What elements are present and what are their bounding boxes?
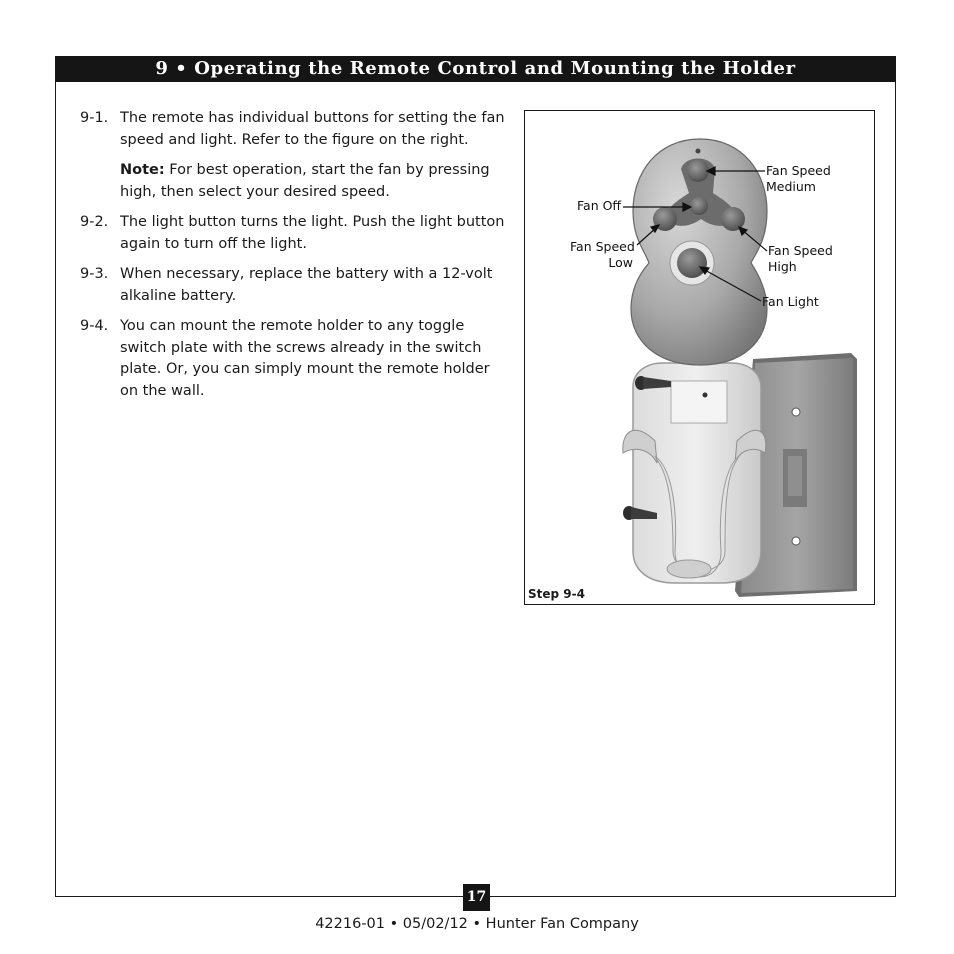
callout-fan-off-label: Fan Off (577, 198, 622, 213)
step-number: 9-4. (80, 318, 109, 334)
callout-fan-speed-high (768, 243, 833, 275)
callout-fan-speed-medium-line1: Fan Speed (766, 163, 831, 178)
figure-remote-holder (524, 110, 875, 605)
remote-holder (623, 363, 766, 583)
step-item (80, 108, 508, 151)
step-item (80, 316, 508, 402)
callout-fan-speed-high-line2: High (768, 259, 797, 274)
remote-control (631, 139, 767, 365)
step-number: 9-3. (80, 266, 109, 282)
step-text: The remote has individual buttons for setting the fan speed and light. Refer to the figure on the right. (120, 110, 505, 148)
callout-fan-speed-low (570, 239, 633, 271)
step-item (80, 212, 508, 255)
step-text: The light button turns the light. Push the light button again to turn off the light. (120, 214, 505, 252)
page-number: 17 (463, 884, 490, 911)
step-number: 9-2. (80, 214, 109, 230)
instruction-list (80, 108, 508, 411)
fan-off-button[interactable] (690, 197, 708, 215)
callout-fan-off (577, 198, 621, 214)
callout-fan-speed-medium-line2: Medium (766, 179, 816, 194)
figure-caption: Step 9-4 (528, 587, 585, 601)
callout-fan-speed-medium (766, 163, 831, 195)
page-footer: 42216-01 • 05/02/12 • Hunter Fan Company (315, 916, 639, 932)
section-title: 9 • Operating the Remote Control and Mounting the Holder (155, 58, 796, 79)
step-text: You can mount the remote holder to any toggle switch plate with the screws already in the switch plate. Or, you can simply mount the remote holder on the wall. (120, 318, 490, 399)
callout-fan-speed-high-line1: Fan Speed (768, 243, 833, 258)
section-header (55, 56, 896, 82)
step-item (80, 264, 508, 307)
callout-fan-light-label: Fan Light (762, 294, 819, 309)
step-text: When necessary, replace the battery with a 12-volt alkaline battery. (120, 266, 493, 304)
note-text: For best operation, start the fan by pressing high, then select your desired speed. (120, 162, 490, 200)
fan-light-button[interactable] (677, 248, 707, 278)
step-number: 9-1. (80, 110, 109, 126)
callout-fan-speed-low-line1: Fan Speed (570, 239, 635, 254)
callout-fan-speed-low-line2: Low (608, 255, 633, 270)
callout-fan-light (762, 294, 819, 310)
note-label: Note: (120, 162, 165, 178)
note-paragraph (80, 160, 508, 203)
